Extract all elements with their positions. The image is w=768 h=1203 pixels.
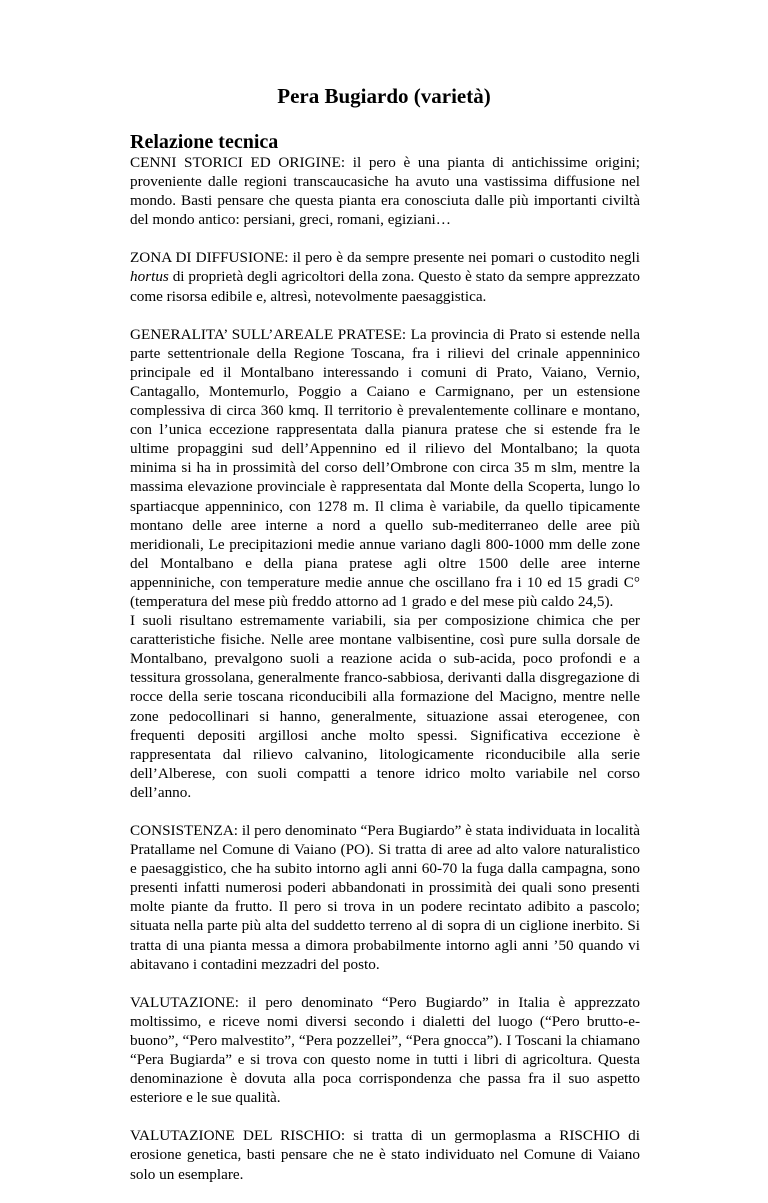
document-body	[130, 153, 640, 1203]
zona-text-start: ZONA DI DIFFUSIONE: il pero è da sempre presente nei pomari o custodito negli	[130, 249, 640, 267]
paragraph-rischio: VALUTAZIONE DEL RISCHIO: si tratta di un germoplasma a RISCHIO di erosione genetica, basti pensare che ne è stato individuato nel Comune di Vaiano solo un esemplare.	[130, 1127, 640, 1183]
paragraph-suoli: I suoli risultano estremamente variabili, sia per composizione chimica che per caratteristiche fisiche. Nelle aree montane valbisentine, così pure sulla dorsale de Montalbano, prevalgono suoli a reazione acida o sub-acida, poco profondi e a tessitura grossolana, generalmente franco-sabbiosa, derivanti dalla disgregazione di rocce della serie toscana riconducibili alla formazione del Macigno, mentre nelle zone pedocollinari si hanno, generalmente, situazione assai eterogenee, con frequenti depositi argillosi anche molto spessi. Significativa eccezione è rappresentata dal rilievo calvanino, litologicamente riconducibile alla serie dell’Alberese, con suoli compatti a tenore idrico molto variabile nel corso dell’anno.	[130, 612, 640, 801]
document-title: Pera Bugiardo (varietà)	[277, 84, 491, 108]
paragraph-zona-diffusione	[130, 248, 640, 305]
paragraph-generalita: GENERALITA’ SULL’AREALE PRATESE: La provincia di Prato si estende nella parte settentrionale della Regione Toscana, fra i rilievi del crinale appenninico principale ed il Montalbano interessando i comuni di Prato, Vaiano, Vernio, Cantagallo, Montemurlo, Poggio a Caiano e Carmignano, per un estensione complessiva di circa 360 kmq. Il territorio è prevalentemente collinare e montano, con l’unica eccezione rappresentata dalla pianura pratese che si estende fra le ultime propaggini sud dell’Appennino ed il rilievo del Montalbano; la quota minima si ha in prossimità del corso dell’Ombrone con circa 35 m slm, mentre la massima elevazione provinciale è rappresentata dal Monte della Scoperta, lungo lo spartiacque appenninico, con 1278 m. Il clima è variabile, da quello tipicamente montano delle aree interne a nord a quello sub-mediterraneo delle aree più meridionali, Le precipitazioni medie annue variano dagli 800-1000 mm delle zone del Montalbano e della piana pratese agli oltre 1500 delle aree interne appenniniche, con temperature medie annue che oscillano fra i 10 ed 15 gradi C° (temperatura del mese più freddo attorno ad 1 grado e del mese più caldo 24,5).	[130, 325, 640, 610]
section-heading: Relazione tecnica	[130, 131, 279, 153]
paragraph-valutazione: VALUTAZIONE: il pero denominato “Pero Bugiardo” in Italia è apprezzato moltissimo, e riceve nomi diversi secondo i dialetti del luogo (“Pero brutto-e-buono”, “Pero malvestito”, “Pera pozzellei”, “Pera gnocca”). I Toscani la chiamano “Pera Bugiarda” e si trova con questo nome in tutti i libri di agricoltura. Questa denominazione è dovuta alla poca corrispondenza che passa fra il suo aspetto esteriore e le sue qualità.	[130, 993, 640, 1107]
paragraph-consistenza: CONSISTENZA: il pero denominato “Pera Bugiardo” è stata individuata in località Pratallame nel Comune di Vaiano (PO). Si tratta di aree ad alto valore naturalistico e paesaggistico, che ha subito intorno agli anni 60-70 la fuga dalla campagna, sono presenti infatti numerosi poderi abbandonati in prossimità dei quali sono presenti molte piante da frutto. Il pero si trova in un podere recintato adibito a pascolo; situata nella parte più alta del suddetto terreno al di sopra di un ciglione inerbito. Si tratta di una pianta messa a dimora probabilmente intorno agli anni ’50 quando vi abitavano i contadini mezzadri del posto.	[130, 822, 640, 973]
hortus-term: hortus	[130, 268, 169, 286]
paragraph-cenni-storici: CENNI STORICI ED ORIGINE: il pero è una pianta di antichissime origini; proveniente dalle regioni transcaucasiche ha avuto una vastissima diffusione nel mondo. Basti pensare che questa pianta era conosciuta dalle più importanti civiltà del mondo antico: persiani, greci, romani, egiziani…	[130, 154, 640, 229]
zona-text-end: di proprietà degli agricoltori della zona. Questo è stato da sempre apprezzato come risorsa edibile e, altresì, notevolmente paesaggistica.	[130, 268, 640, 305]
